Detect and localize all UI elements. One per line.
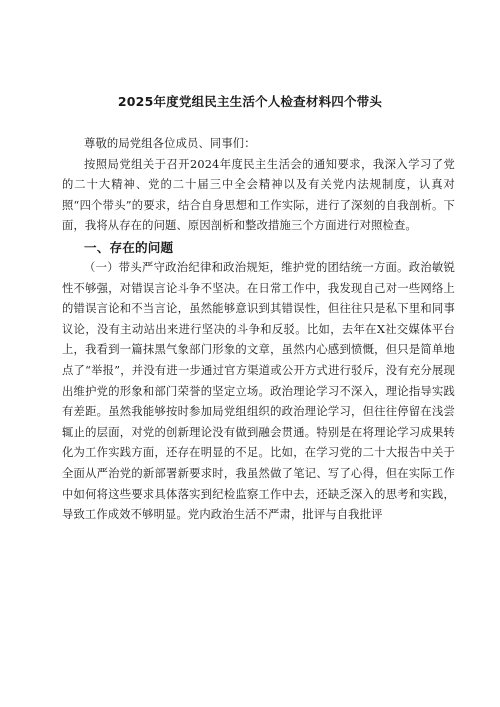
document-body [62, 134, 455, 526]
problems-paragraph-1: （一）带头严守政治纪律和政治规矩，维护党的团结统一方面。政治敏锐性不够强，对错误言论斗争不坚决。在日常工作中，我发现自己对一些网络上的错误言论和不当言论，虽然能够意识到其错误性，但往往只是私下里和同事议论，没有主动站出来进行坚决的斗争和反驳。比如，去年在X社交媒体平台上，我看到一篇抹黑气象部门形象的文章，虽然内心感到愤慨，但只是简单地点了“举报”，并没有进一步通过官方渠道或公开方式进行驳斥，没有充分展现出维护党的形象和部门荣誉的坚定立场。政治理论学习不深入，理论指导实践有差距。虽然我能够按时参加局党组组织的政治理论学习，但往往停留在浅尝辄止的层面，对党的创新理论没有做到融会贯通。特别是在将理论学习成果转化为工作实践方面，还存在明显的不足。比如，在学习党的二十大报告中关于全面从严治党的新部署新要求时，我虽然做了笔记、写了心得，但在实际工作中如何将这些要求具体落实到纪检监察工作中去，还缺乏深入的思考和实践，导致工作成效不够明显。党内政治生活不严肃，批评与自我批评 [62, 260, 455, 522]
intro-paragraph: 按照局党组关于召开2024年度民主生活会的通知要求，我深入学习了党的二十大精神、党的二十届三中全会精神以及有关党内法规制度，认真对照“四个带头”的要求，结合自身思想和工作实际，进行了深刻的自我剖析。下面，我将从存在的问题、原因剖析和整改措施三个方面进行对照检查。 [62, 157, 455, 233]
salutation: 尊敬的局党组各位成员、同事们： [84, 137, 256, 150]
section-heading-problems: 一、存在的问题 [84, 239, 174, 255]
document-title: 2025年度党组民主生活个人检查材料四个带头 [117, 94, 383, 109]
